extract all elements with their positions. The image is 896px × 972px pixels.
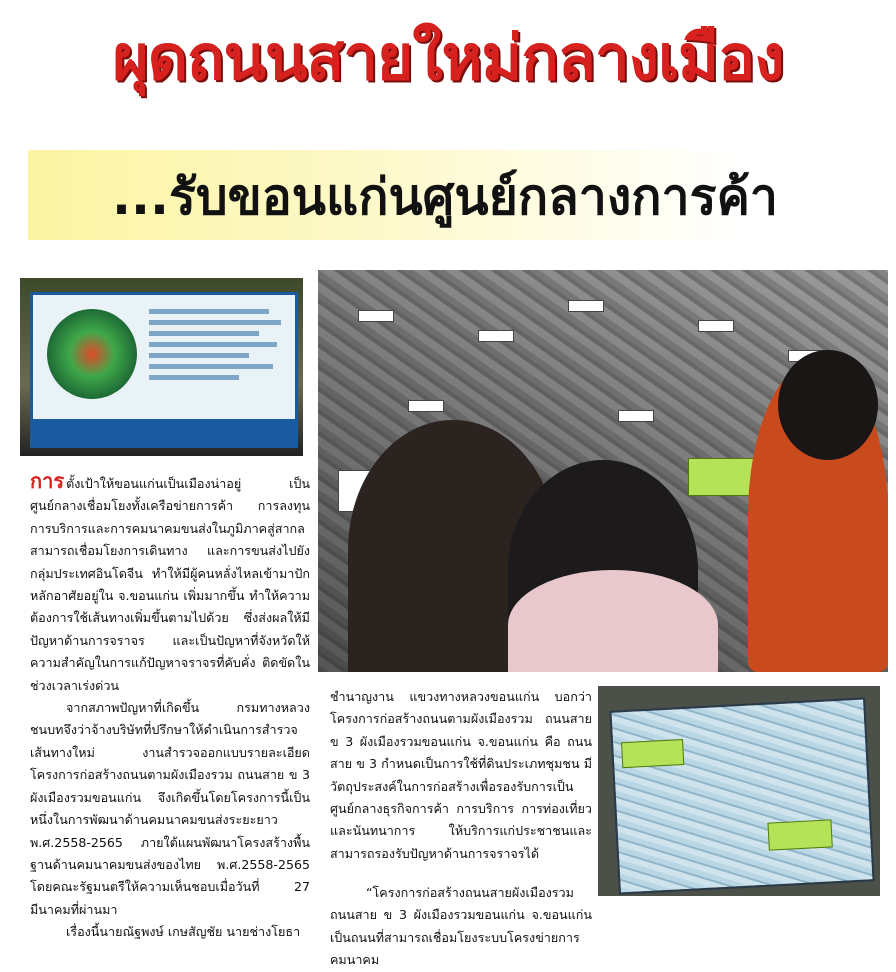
map-legend-tag [621,739,684,768]
map-label [568,300,604,312]
photo-route-map [598,686,880,896]
lead-word: การ [30,469,65,493]
article-paragraph-5: “โครงการก่อสร้างถนนสายผังเมืองรวม ถนนสาย ข 3 ผังเมืองรวมขอนแก่น จ.ขอนแก่น เป็นถนนที่สามารถเชื่อมโยงระบบโครงข่ายการคมนาคม [330,885,592,968]
sign-map-graphic [47,309,137,399]
map-label [408,400,444,412]
map-label [358,310,394,322]
person-right-head [778,350,878,460]
subheadline: ...รับขอนแก่นศูนย์กลางการค้า [112,168,778,226]
paragraph-1-text: ตั้งเป้าให้ขอนแก่นเป็นเมืองน่าอยู่ เป็นศูนย์กลางเชื่อมโยงทั้งเครือข่ายการค้า การลงทุน การบริการและการคมนาคมขนส่งในภูมิภาคสู่สากล สามารถเชื่อมโยงการเดินทาง และการขนส่งไปยังกลุ่มประเทศอินโดจีน ทำให้มีผู้คนหลั่งไหลเข้ามาปักหลักอาศัยอยู่ใน จ.ขอนแก่น เพิ่มมากขึ้น ทำให้ความต้องการใช้เส้นทางเพิ่มขึ้นตามไปด้วย ซึ่งส่งผลให้มีปัญหาด้านการจราจร และเป็นปัญหาที่จังหวัดให้ความสำคัญในการแก้ปัญหาจราจรที่คับคั่ง ติดขัดในช่วงเวลาเร่งด่วน [30,476,310,693]
article-column-2 [330,686,592,865]
article-paragraph-2: จากสภาพปัญหาที่เกิดขึ้น กรมทางหลวงชนบทจึงว่าจ้างบริษัทที่ปรึกษาให้ดำเนินการสำรวจเส้นทางใหม่ งานสำรวจออกแบบรายละเอียดโครงการก่อสร้างถนนตามผังเมืองรวม ถนนสาย ข 3 ผังเมืองรวมขอนแก่น จึงเกิดขึ้นโดยโครงการนี้เป็นหนึ่งในการพัฒนาด้านคมนาคมขนส่งระยะยาว พ.ศ.2558-2565 ภายใต้แผนพัฒนาโครงสร้างพื้นฐานด้านคมนาคมขนส่งของไทย พ.ศ.2558-2565 โดยคณะรัฐมนตรีให้ความเห็นชอบเมื่อวันที่ 27 มีนาคมที่ผ่านมา [30,700,310,917]
sign-footer-band [33,419,295,445]
map-board [609,697,874,894]
sign-board [30,292,298,448]
article-paragraph-1 [30,470,310,697]
sign-text-lines [149,309,285,386]
headline: ผุดถนนสายใหม่กลางเมือง [112,21,784,94]
map-label [698,320,734,332]
article-column-1 [30,470,310,944]
map-legend-tag [767,819,832,850]
photo-people-viewing-map [318,270,888,672]
article-paragraph-4: ชำนาญงาน แขวงทางหลวงขอนแก่น บอกว่า โครงการก่อสร้างถนนตามผังเมืองรวม ถนนสาย ข 3 ผังเมืองรวมขอนแก่น จ.ขอนแก่น คือ ถนนสาย ข 3 กำหนดเป็นการใช้ที่ดินประเภทชุมชน มีวัตถุประสงค์ในการก่อสร้างเพื่อรองรับการเป็นศูนย์กลางธุรกิจการค้า การบริการ การท่องเที่ยว และนันทนาการ ให้บริการแก่ประชาชนและสามารถรองรับปัญหาด้านการจราจรได้ [330,689,592,861]
map-label [618,410,654,422]
map-label [478,330,514,342]
person-center-shirt [508,570,718,672]
article-column-3 [330,882,592,972]
article-paragraph-3: เรื่องนี้นายณัฐพงษ์ เกษสัญชัย นายช่างโยธา [66,924,301,940]
photo-project-sign [20,278,303,456]
